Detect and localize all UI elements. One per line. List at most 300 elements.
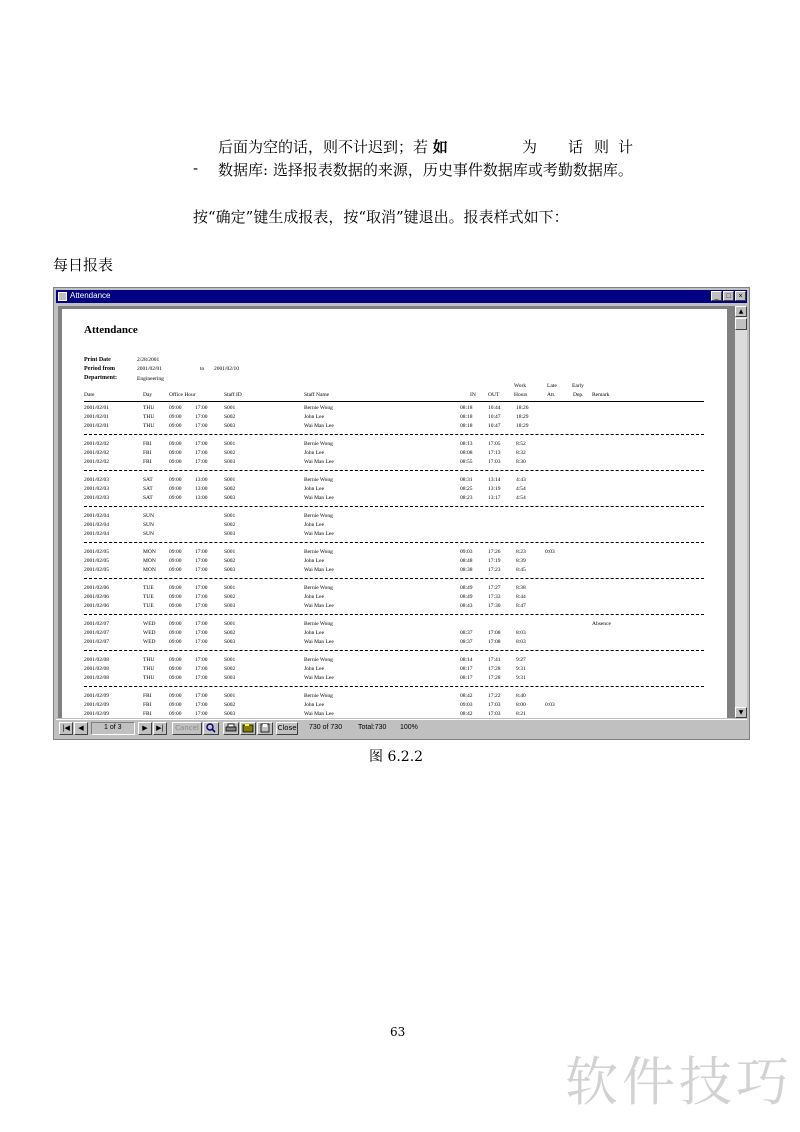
- cell-out: 17:03: [488, 459, 501, 465]
- col-early-top: Early: [572, 383, 584, 389]
- period-to-label: to: [200, 366, 205, 372]
- paragraph-confirm: 按“确定”键生成报表，按“取消”键退出。报表样式如下：: [193, 208, 569, 226]
- cell-staff-id: S001: [224, 513, 236, 519]
- cell-in: 08:43: [460, 603, 473, 609]
- cell-office-end: 17:00: [195, 702, 208, 708]
- bullet-database: [218, 159, 633, 180]
- cell-date: 2001/02/09: [84, 693, 110, 699]
- cell-office-end: 17:00: [195, 567, 208, 573]
- col-day: Day: [143, 392, 153, 398]
- cell-day: WED: [143, 630, 156, 636]
- cell-out: 10:47: [488, 414, 501, 420]
- cell-staff-name: John Lee: [304, 558, 325, 564]
- next-page-button[interactable]: ▶: [138, 722, 152, 735]
- page-number: 63: [390, 1025, 406, 1039]
- cell-day: SAT: [143, 495, 153, 501]
- cell-staff-id: S003: [224, 639, 236, 645]
- cell-work-hours: 4:54: [516, 486, 526, 492]
- cell-staff-id: S001: [224, 693, 236, 699]
- scroll-thumb[interactable]: [735, 318, 747, 330]
- cell-office-start: 09:00: [169, 441, 182, 447]
- cell-out: 10:44: [488, 405, 501, 411]
- cell-day: WED: [143, 639, 156, 645]
- cell-out: 17:28: [488, 666, 501, 672]
- paragraph-continuation-text: 后面为空的话，则不计迟到；若: [218, 138, 433, 156]
- cell-in: 08:48: [460, 558, 473, 564]
- cell-office-start: 09:00: [169, 630, 182, 636]
- col-early-bottom: Dep.: [573, 392, 584, 398]
- department-value: Engineering: [137, 376, 164, 382]
- cell-staff-name: John Lee: [304, 486, 325, 492]
- cell-staff-name: Bernie Wong: [304, 513, 333, 519]
- cell-staff-id: S003: [224, 567, 236, 573]
- search-icon[interactable]: [203, 722, 219, 735]
- cell-in: 08:37: [460, 630, 473, 636]
- report-page: [62, 309, 727, 718]
- figure-caption: 图 6.2.2: [369, 749, 424, 765]
- cell-day: THU: [143, 675, 155, 681]
- zoom-level: 100%: [400, 724, 418, 731]
- cell-work-hours: 4:54: [516, 495, 526, 501]
- cell-staff-id: S003: [224, 423, 236, 429]
- col-remark: Remark: [592, 392, 610, 398]
- cell-day: SUN: [143, 531, 155, 537]
- cell-day: FRI: [143, 711, 152, 717]
- cell-office-end: 13:00: [195, 477, 208, 483]
- cell-staff-name: Wai Man Lee: [304, 675, 334, 681]
- cell-office-end: 17:00: [195, 675, 208, 681]
- cell-staff-name: Bernie Wong: [304, 585, 333, 591]
- cell-out: 10:47: [488, 423, 501, 429]
- cell-date: 2001/02/07: [84, 639, 110, 645]
- cell-office-end: 17:00: [195, 711, 208, 717]
- cell-date: 2001/02/05: [84, 558, 110, 564]
- table-row: [62, 495, 727, 504]
- cell-in: 08:55: [460, 459, 473, 465]
- cell-office-end: 17:00: [195, 585, 208, 591]
- cell-staff-name: Wai Man Lee: [304, 423, 334, 429]
- cell-staff-id: S003: [224, 531, 236, 537]
- cell-office-start: 09:00: [169, 657, 182, 663]
- cell-day: TUE: [143, 585, 154, 591]
- cell-work-hours: 8:40: [516, 693, 526, 699]
- cell-office-end: 17:00: [195, 450, 208, 456]
- cell-office-end: 17:00: [195, 630, 208, 636]
- cell-in: 08:18: [460, 423, 473, 429]
- cell-day: SUN: [143, 513, 155, 519]
- cell-out: 17:05: [488, 441, 501, 447]
- cell-in: 08:49: [460, 585, 473, 591]
- cell-staff-name: Wai Man Lee: [304, 495, 334, 501]
- cell-day: MON: [143, 567, 156, 573]
- cell-work-hours: 8:38: [516, 585, 526, 591]
- table-row: [62, 603, 727, 612]
- cell-office-end: 17:00: [195, 639, 208, 645]
- report-window: [53, 287, 750, 740]
- cell-work-hours: 8:39: [516, 558, 526, 564]
- cell-work-hours: 8:03: [516, 639, 526, 645]
- table-row: [62, 567, 727, 576]
- cell-staff-id: S001: [224, 621, 236, 627]
- cell-office-end: 17:00: [195, 405, 208, 411]
- cell-out: 17:19: [488, 558, 501, 564]
- cell-work-hours: 8:21: [516, 711, 526, 717]
- section-heading: 每日报表: [53, 256, 114, 274]
- cell-office-start: 09:00: [169, 450, 182, 456]
- col-work-bottom: Hours: [514, 392, 528, 398]
- cell-date: 2001/02/01: [84, 423, 110, 429]
- cell-date: 2001/02/03: [84, 495, 110, 501]
- table-row: [62, 666, 727, 675]
- col-office-hour: Office Hour: [169, 392, 196, 398]
- cell-office-start: 09:00: [169, 585, 182, 591]
- col-date: Date: [84, 392, 95, 398]
- cell-staff-id: S001: [224, 477, 236, 483]
- spread-word-1: 为: [522, 138, 538, 156]
- cell-staff-id: S002: [224, 558, 236, 564]
- spread-word-3: 则: [594, 138, 610, 156]
- cell-in: 08:25: [460, 486, 473, 492]
- first-page-button[interactable]: |◀: [59, 722, 73, 735]
- cell-office-start: 09:00: [169, 486, 182, 492]
- group-divider: [84, 686, 704, 687]
- cell-staff-name: Bernie Wong: [304, 441, 333, 447]
- group-divider: [84, 614, 704, 615]
- cell-office-end: 17:00: [195, 621, 208, 627]
- cell-in: 08:23: [460, 495, 473, 501]
- cell-out: 17:03: [488, 702, 501, 708]
- vertical-scrollbar[interactable]: [735, 306, 747, 718]
- table-row: [62, 459, 727, 468]
- cell-staff-name: Wai Man Lee: [304, 639, 334, 645]
- spread-word-2: 话: [568, 138, 584, 156]
- overprint-glyph: 如: [432, 138, 448, 156]
- print-icon[interactable]: [223, 722, 239, 735]
- cell-office-end: 13:00: [195, 486, 208, 492]
- cell-work-hours: 9:27: [516, 657, 526, 663]
- table-row: [62, 522, 727, 531]
- cell-out: 17:08: [488, 639, 501, 645]
- cell-office-start: 09:00: [169, 558, 182, 564]
- cell-work-hours: 9:31: [516, 675, 526, 681]
- table-row: [62, 405, 727, 414]
- cell-office-end: 17:00: [195, 459, 208, 465]
- cell-staff-id: S001: [224, 585, 236, 591]
- cell-office-start: 09:00: [169, 477, 182, 483]
- window-titlebar[interactable]: [56, 290, 747, 303]
- cell-staff-id: S001: [224, 405, 236, 411]
- cell-staff-id: S003: [224, 603, 236, 609]
- group-divider: [84, 650, 704, 651]
- bullet-description: : 选择报表数据的来源，历史事件数据库或考勤数据库。: [263, 161, 633, 179]
- table-row: [62, 585, 727, 594]
- cell-office-end: 17:00: [195, 594, 208, 600]
- cell-day: THU: [143, 414, 155, 420]
- cell-staff-name: Wai Man Lee: [304, 711, 334, 717]
- cell-in: 08:49: [460, 594, 473, 600]
- cell-day: THU: [143, 657, 155, 663]
- spread-word-4: 计: [618, 138, 634, 156]
- cell-date: 2001/02/06: [84, 603, 110, 609]
- cell-staff-id: S002: [224, 414, 236, 420]
- cell-day: SAT: [143, 477, 153, 483]
- group-divider: [84, 578, 704, 579]
- cell-office-end: 17:00: [195, 414, 208, 420]
- table-row: [62, 558, 727, 567]
- report-viewport: [58, 306, 735, 718]
- app-icon: [58, 292, 67, 301]
- cell-in: 08:18: [460, 414, 473, 420]
- cell-date: 2001/02/04: [84, 522, 110, 528]
- cell-staff-name: John Lee: [304, 414, 325, 420]
- cell-office-end: 17:00: [195, 666, 208, 672]
- group-divider: [84, 542, 704, 543]
- cell-staff-name: Bernie Wong: [304, 477, 333, 483]
- cell-date: 2001/02/01: [84, 414, 110, 420]
- record-count: 730 of 730: [309, 724, 343, 731]
- cell-office-start: 09:00: [169, 594, 182, 600]
- cell-office-end: 17:00: [195, 423, 208, 429]
- table-row: [62, 486, 727, 495]
- cell-office-start: 09:00: [169, 423, 182, 429]
- cell-staff-id: S002: [224, 594, 236, 600]
- cell-office-start: 09:00: [169, 414, 182, 420]
- cell-work-hours: 9:31: [516, 666, 526, 672]
- period-label: Period from: [84, 366, 116, 372]
- table-row: [62, 441, 727, 450]
- cell-in: 08:42: [460, 711, 473, 717]
- table-row: [62, 639, 727, 648]
- close-report-button[interactable]: Close: [276, 722, 298, 735]
- cell-day: MON: [143, 558, 156, 564]
- cell-office-start: 09:00: [169, 702, 182, 708]
- cell-work-hours: 18:26: [516, 405, 529, 411]
- cell-date: 2001/02/05: [84, 549, 110, 555]
- cell-work-hours: 18:29: [516, 423, 529, 429]
- report-title: Attendance: [84, 324, 138, 336]
- table-row: [62, 423, 727, 432]
- cell-staff-id: S003: [224, 459, 236, 465]
- export-icon[interactable]: [240, 722, 256, 735]
- cell-date: 2001/02/06: [84, 594, 110, 600]
- save-icon[interactable]: [257, 722, 273, 735]
- cell-work-hours: 8:45: [516, 567, 526, 573]
- table-row: [62, 414, 727, 423]
- table-row: [62, 531, 727, 540]
- cell-staff-id: S002: [224, 666, 236, 672]
- cell-office-start: 09:00: [169, 603, 182, 609]
- cell-in: 08:17: [460, 666, 473, 672]
- cell-office-start: 09:00: [169, 405, 182, 411]
- total-count: Total:730: [358, 724, 387, 731]
- cell-staff-id: S002: [224, 630, 236, 636]
- table-row: [62, 513, 727, 522]
- cell-in: 08:17: [460, 675, 473, 681]
- cell-day: FRI: [143, 693, 152, 699]
- cell-day: SAT: [143, 486, 153, 492]
- cell-staff-id: S002: [224, 522, 236, 528]
- cell-staff-id: S001: [224, 441, 236, 447]
- scroll-up-icon[interactable]: ▲: [735, 306, 747, 317]
- cell-staff-name: Wai Man Lee: [304, 459, 334, 465]
- cell-staff-name: Wai Man Lee: [304, 531, 334, 537]
- table-row: [62, 621, 727, 630]
- cell-work-hours: 4:43: [516, 477, 526, 483]
- cell-late: 0:03: [545, 549, 555, 555]
- cell-office-end: 17:00: [195, 693, 208, 699]
- cell-out: 17:03: [488, 711, 501, 717]
- cell-office-end: 17:00: [195, 558, 208, 564]
- prev-page-button[interactable]: ◀: [74, 722, 88, 735]
- cell-day: TUE: [143, 603, 154, 609]
- cell-staff-id: S003: [224, 711, 236, 717]
- table-row: [62, 450, 727, 459]
- print-date-label: Print Date: [84, 357, 111, 363]
- cell-late: 0:03: [545, 702, 555, 708]
- cell-day: THU: [143, 666, 155, 672]
- cell-out: 17:30: [488, 603, 501, 609]
- cell-day: FRI: [143, 441, 152, 447]
- cell-remark: Absence: [592, 621, 611, 627]
- cell-in: 08:14: [460, 657, 473, 663]
- cell-work-hours: 8:52: [516, 441, 526, 447]
- window-title: Attendance: [70, 291, 111, 300]
- cell-day: SUN: [143, 522, 155, 528]
- cell-out: 17:22: [488, 693, 501, 699]
- cell-staff-id: S003: [224, 675, 236, 681]
- cell-work-hours: 8:23: [516, 549, 526, 555]
- cell-date: 2001/02/02: [84, 441, 110, 447]
- cell-date: 2001/02/08: [84, 666, 110, 672]
- table-row: [62, 711, 727, 718]
- group-divider: [84, 434, 704, 435]
- cell-day: FRI: [143, 459, 152, 465]
- group-divider: [84, 470, 704, 471]
- bullet-dash: -: [193, 159, 199, 177]
- header-rule: [84, 401, 704, 402]
- col-late-top: Late: [547, 383, 557, 389]
- bullet-label: 数据库: [218, 161, 264, 179]
- cell-staff-name: John Lee: [304, 594, 325, 600]
- cell-staff-name: Wai Man Lee: [304, 567, 334, 573]
- cell-out: 17:41: [488, 657, 501, 663]
- cell-office-start: 09:00: [169, 711, 182, 717]
- group-divider: [84, 506, 704, 507]
- paragraph-continuation: [218, 136, 634, 157]
- col-staff-id: Staff ID: [224, 392, 242, 398]
- table-row: [62, 693, 727, 702]
- cell-date: 2001/02/09: [84, 711, 110, 717]
- table-row: [62, 675, 727, 684]
- cell-work-hours: 8:44: [516, 594, 526, 600]
- col-staff-name: Staff Name: [304, 392, 330, 398]
- cell-office-start: 09:00: [169, 675, 182, 681]
- cell-work-hours: 8:47: [516, 603, 526, 609]
- cell-date: 2001/02/08: [84, 675, 110, 681]
- cell-staff-name: John Lee: [304, 522, 325, 528]
- cell-staff-id: S002: [224, 450, 236, 456]
- scroll-down-icon[interactable]: ▼: [735, 707, 747, 718]
- col-out: OUT: [488, 392, 500, 398]
- cell-out: 17:26: [488, 549, 501, 555]
- cell-office-start: 09:00: [169, 666, 182, 672]
- cell-office-start: 09:00: [169, 459, 182, 465]
- cell-office-end: 17:00: [195, 441, 208, 447]
- minimize-button[interactable]: _: [711, 291, 722, 301]
- cell-staff-name: John Lee: [304, 630, 325, 636]
- cell-work-hours: 8:30: [516, 459, 526, 465]
- close-window-button[interactable]: ×: [735, 291, 746, 301]
- cell-day: WED: [143, 621, 156, 627]
- table-row: [62, 630, 727, 639]
- cell-office-start: 09:00: [169, 639, 182, 645]
- cell-office-start: 09:00: [169, 549, 182, 555]
- cell-staff-name: John Lee: [304, 666, 325, 672]
- cell-work-hours: 8:32: [516, 450, 526, 456]
- cell-staff-id: S001: [224, 549, 236, 555]
- cell-day: FRI: [143, 450, 152, 456]
- cell-date: 2001/02/08: [84, 657, 110, 663]
- cell-out: 13:19: [488, 486, 501, 492]
- cell-office-end: 17:00: [195, 603, 208, 609]
- cell-date: 2001/02/03: [84, 477, 110, 483]
- col-late-bottom: Att.: [547, 392, 556, 398]
- cell-staff-name: Bernie Wong: [304, 621, 333, 627]
- page-indicator: 1 of 3: [104, 724, 122, 731]
- cell-date: 2001/02/04: [84, 513, 110, 519]
- cell-staff-name: Wai Man Lee: [304, 603, 334, 609]
- last-page-button[interactable]: ▶|: [153, 722, 167, 735]
- cell-out: 13:17: [488, 495, 501, 501]
- cell-office-start: 09:00: [169, 567, 182, 573]
- cell-office-start: 09:00: [169, 621, 182, 627]
- cell-staff-id: S003: [224, 495, 236, 501]
- cell-in: 08:42: [460, 693, 473, 699]
- cell-work-hours: 8:03: [516, 630, 526, 636]
- cell-in: 08:37: [460, 639, 473, 645]
- cell-day: FRI: [143, 702, 152, 708]
- report-navbar: [56, 719, 747, 737]
- cell-office-start: 09:00: [169, 495, 182, 501]
- cell-out: 17:27: [488, 585, 501, 591]
- cell-office-end: 17:00: [195, 657, 208, 663]
- col-work-top: Work: [514, 383, 527, 389]
- table-row: [62, 702, 727, 711]
- cell-date: 2001/02/07: [84, 621, 110, 627]
- cell-in: 08:31: [460, 477, 473, 483]
- cell-date: 2001/02/06: [84, 585, 110, 591]
- cell-out: 17:28: [488, 675, 501, 681]
- period-to-value: 2001/02/10: [214, 366, 240, 372]
- cell-staff-name: Bernie Wong: [304, 405, 333, 411]
- cell-staff-name: Bernie Wong: [304, 693, 333, 699]
- table-row: [62, 657, 727, 666]
- maximize-button[interactable]: □: [723, 291, 734, 301]
- cell-staff-id: S002: [224, 486, 236, 492]
- cell-office-end: 17:00: [195, 549, 208, 555]
- cell-date: 2001/02/09: [84, 702, 110, 708]
- cell-staff-name: Bernie Wong: [304, 657, 333, 663]
- period-from-value: 2001/02/01: [137, 366, 163, 372]
- table-row: [62, 594, 727, 603]
- cell-out: 13:14: [488, 477, 501, 483]
- cell-day: THU: [143, 423, 155, 429]
- cell-out: 17:23: [488, 567, 501, 573]
- cell-in: 08:18: [460, 405, 473, 411]
- cell-out: 17:08: [488, 630, 501, 636]
- cancel-button[interactable]: Cancel: [172, 722, 202, 735]
- cell-in: 08:38: [460, 567, 473, 573]
